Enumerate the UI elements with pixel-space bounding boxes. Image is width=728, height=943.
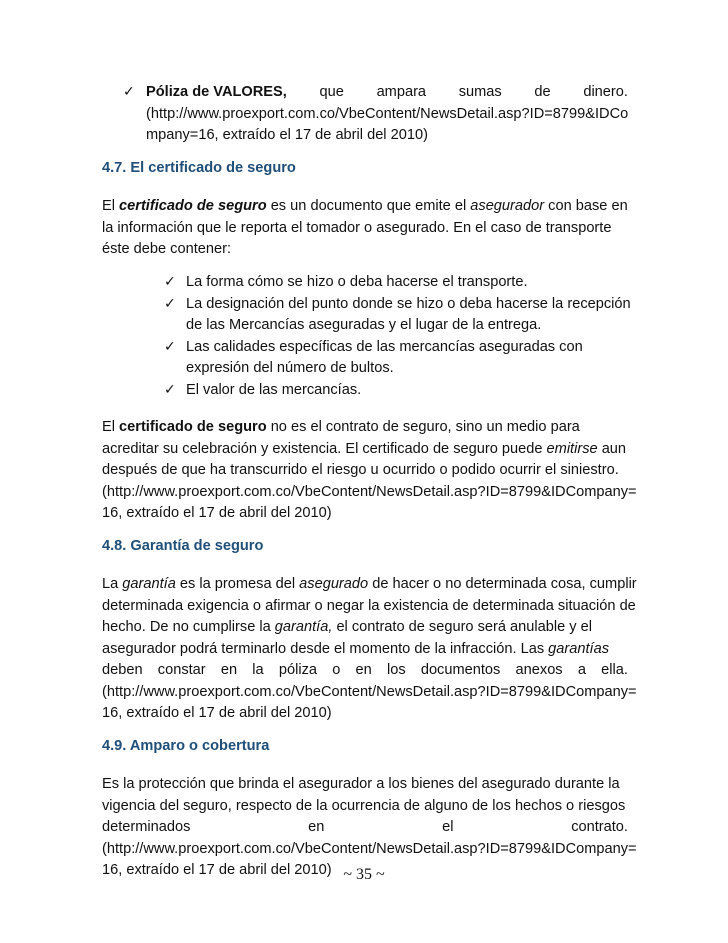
paragraph-line: hecho. De no cumplirse la garantía, el contrato de seguro será anulable y el: [102, 619, 592, 635]
paragraph-line: determinados en el contrato.: [102, 819, 628, 835]
checklist-item: La designación del punto donde se hizo o deba hacerse la recepción: [186, 296, 631, 312]
checkmark-icon: ✓: [164, 382, 176, 398]
checklist-item: de las Mercancías aseguradas y el lugar de la entrega.: [186, 317, 542, 333]
bullet-source-line: mpany=16, extraído el 17 de abril del 2010): [146, 127, 428, 143]
paragraph-line: asegurador podrá terminarlo desde el momento de la infracción. Las garantías: [102, 641, 610, 657]
section-heading: 4.9. Amparo o cobertura: [102, 738, 270, 754]
paragraph-line: la información que le reporta el tomador o asegurado. En el caso de transporte: [102, 220, 612, 236]
paragraph-line: La garantía es la promesa del asegurado de hacer o no determinada cosa, cumplir: [102, 576, 637, 592]
bullet-line: [146, 81, 628, 103]
paragraph-line: deben constar en la póliza o en los documentos anexos a ella.: [102, 662, 628, 678]
paragraph-line: después de que ha transcurrido el riesgo u ocurrido o podido ocurrir el siniestro.: [102, 462, 619, 478]
paragraph-line: Es la protección que brinda el asegurador a los bienes del asegurado durante la: [102, 776, 620, 792]
checkmark-icon: ✓: [164, 274, 176, 290]
paragraph-line: vigencia del seguro, respecto de la ocurrencia de alguno de los hechos o riesgos: [102, 798, 626, 814]
page-number: ~ 35 ~: [343, 866, 385, 883]
section-heading: 4.8. Garantía de seguro: [102, 538, 264, 554]
checklist-item: El valor de las mercancías.: [186, 382, 362, 398]
paragraph-line: éste debe contener:: [102, 241, 232, 257]
word: sumas: [458, 84, 502, 100]
url-line: (http://www.proexport.com.co/VbeContent/NewsDetail.asp?ID=8799&IDCompany=: [102, 841, 637, 857]
bullet-url-line: (http://www.proexport.com.co/VbeContent/NewsDetail.asp?ID=8799&IDCo: [146, 106, 629, 122]
url-line: (http://www.proexport.com.co/VbeContent/NewsDetail.asp?ID=8799&IDCompany=: [102, 684, 637, 700]
source-line: 16, extraído el 17 de abril del 2010): [102, 505, 332, 521]
word: de: [534, 84, 551, 100]
word: ampara: [376, 84, 427, 100]
source-line: 16, extraído el 17 de abril del 2010): [102, 862, 332, 878]
paragraph-line: El certificado de seguro es un documento que emite el asegurador con base en: [102, 198, 628, 214]
checklist-item: La forma cómo se hizo o deba hacerse el transporte.: [186, 274, 528, 290]
bullet-title: Póliza de VALORES,: [146, 84, 287, 100]
paragraph-line: acreditar su celebración y existencia. El certificado de seguro puede emitirse aun: [102, 441, 627, 457]
section-heading: 4.7. El certificado de seguro: [102, 160, 296, 176]
word: dinero.: [583, 84, 628, 100]
checklist-item: Las calidades específicas de las mercancías aseguradas con: [186, 339, 583, 355]
url-line: (http://www.proexport.com.co/VbeContent/NewsDetail.asp?ID=8799&IDCompany=: [102, 484, 637, 500]
checklist-item: expresión del número de bultos.: [186, 360, 394, 376]
word: que: [319, 84, 344, 100]
paragraph-line: El certificado de seguro no es el contrato de seguro, sino un medio para: [102, 419, 580, 435]
paragraph-line: determinada exigencia o afirmar o negar la existencia de determinada situación de: [102, 598, 636, 614]
checkmark-icon: ✓: [123, 84, 135, 100]
checkmark-icon: ✓: [164, 296, 176, 312]
checkmark-icon: ✓: [164, 339, 176, 355]
source-line: 16, extraído el 17 de abril del 2010): [102, 705, 332, 721]
